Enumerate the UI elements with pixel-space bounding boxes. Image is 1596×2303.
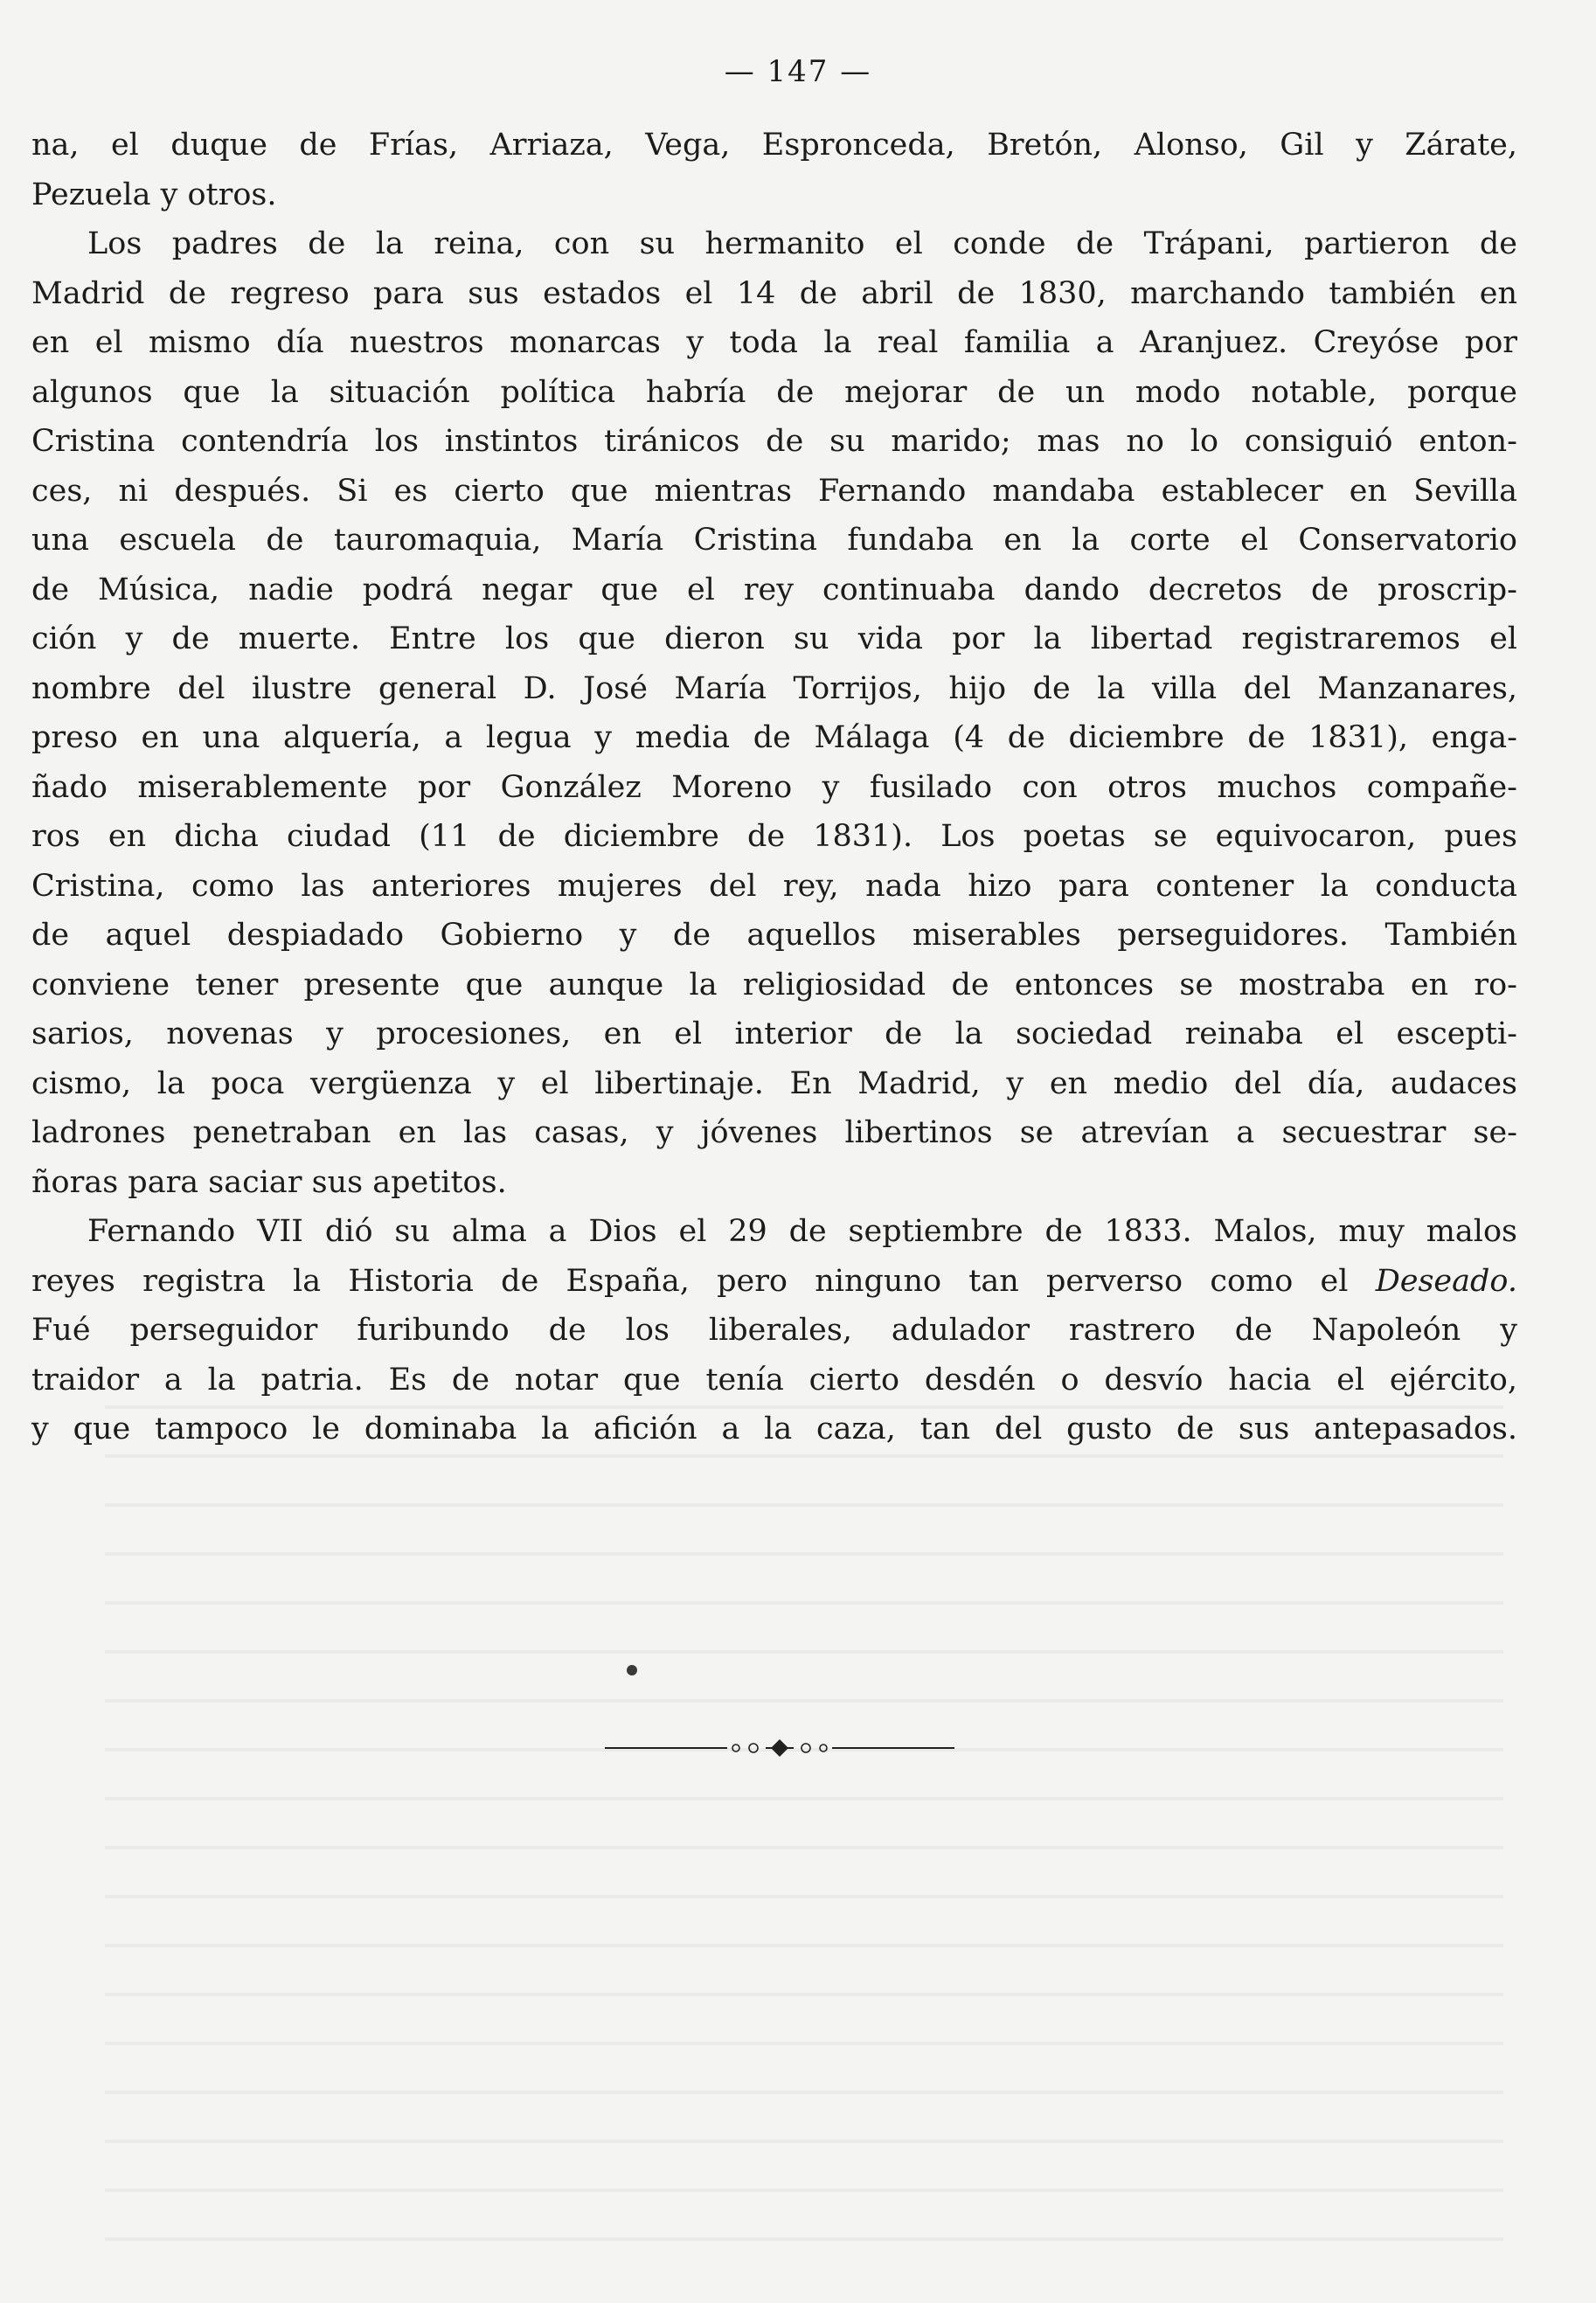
text-line: algunos que la situación política habría de mejorar de un modo notable, porque: [31, 374, 1517, 410]
text-line: cismo, la poca vergüenza y el libertinaje. En Madrid, y en medio del día, audaces: [31, 1065, 1517, 1101]
text-line: nombre del ilustre general D. José María Torrijos, hijo de la villa del Manzanares,: [31, 670, 1517, 706]
text-line: Fué perseguidor furibundo de los liberales, adulador rastrero de Napoleón y: [31, 1313, 1517, 1348]
ink-speck: [627, 1665, 637, 1675]
text-line: preso en una alquería, a legua y media de Málaga (4 de diciembre de 1831), enga-: [31, 720, 1517, 755]
text-line: ñoras para saciar sus apetitos.: [31, 1164, 507, 1200]
text-line: una escuela de tauromaquia, María Cristina fundaba en la corte el Conservatorio: [31, 523, 1517, 558]
end-ornament-icon: [605, 1735, 954, 1761]
bleed-through-shadow: [105, 1381, 1503, 2255]
text-line: ros en dicha ciudad (11 de diciembre de 1831). Los poetas se equivocaron, pues: [31, 819, 1517, 854]
italic-nickname: Deseado.: [1375, 1263, 1517, 1299]
text-line: ces, ni después. Si es cierto que mientras Fernando mandaba establecer en Sevilla: [31, 473, 1517, 509]
text-line: Pezuela y otros.: [31, 177, 277, 212]
page-number: — 147 —: [724, 54, 872, 89]
text-line-with-italic: [31, 1257, 1517, 1307]
text-line: ñado miserablemente por González Moreno y fusilado con otros muchos compañe-: [31, 769, 1517, 805]
body-text: [31, 121, 1517, 1454]
text-line: Cristina contendría los instintos tiránicos de su marido; mas no lo consiguió enton-: [31, 424, 1517, 459]
text-line: de aquel despiadado Gobierno y de aquellos miserables perseguidores. También: [31, 918, 1517, 953]
text-line: y que tampoco le dominaba la afición a la caza, tan del gusto de sus antepasados.: [31, 1412, 1517, 1446]
text-line: sarios, novenas y procesiones, en el interior de la sociedad reinaba el escepti-: [31, 1016, 1517, 1051]
paragraph-start-line: Los padres de la reina, con su hermanito el conde de Trápani, partieron de: [87, 226, 1517, 261]
text-fragment: reyes registra la Historia de España, pero ninguno tan perverso como el: [31, 1263, 1349, 1299]
text-line: ción y de muerte. Entre los que dieron su vida por la libertad registraremos el: [31, 621, 1517, 656]
text-line: Madrid de regreso para sus estados el 14 de abril de 1830, marchando también en: [31, 275, 1517, 311]
text-line: de Música, nadie podrá negar que el rey continuaba dando decretos de proscrip-: [31, 572, 1517, 607]
text-line: ladrones penetraban en las casas, y jóvenes libertinos se atrevían a secuestrar se-: [31, 1115, 1517, 1150]
text-line: traidor a la patria. Es de notar que tenía cierto desdén o desvío hacia el ejército,: [31, 1362, 1517, 1398]
text-line: conviene tener presente que aunque la religiosidad de entonces se mostraba en ro-: [31, 967, 1517, 1002]
text-line: na, el duque de Frías, Arriaza, Vega, Espronceda, Bretón, Alonso, Gil y Zárate,: [31, 128, 1517, 163]
text-line: en el mismo día nuestros monarcas y toda la real familia a Aranjuez. Creyóse por: [31, 325, 1517, 360]
paragraph-start-line: Fernando VII dió su alma a Dios el 29 de septiembre de 1833. Malos, muy malos: [87, 1214, 1517, 1249]
text-line: Cristina, como las anteriores mujeres del rey, nada hizo para contener la conducta: [31, 868, 1517, 904]
